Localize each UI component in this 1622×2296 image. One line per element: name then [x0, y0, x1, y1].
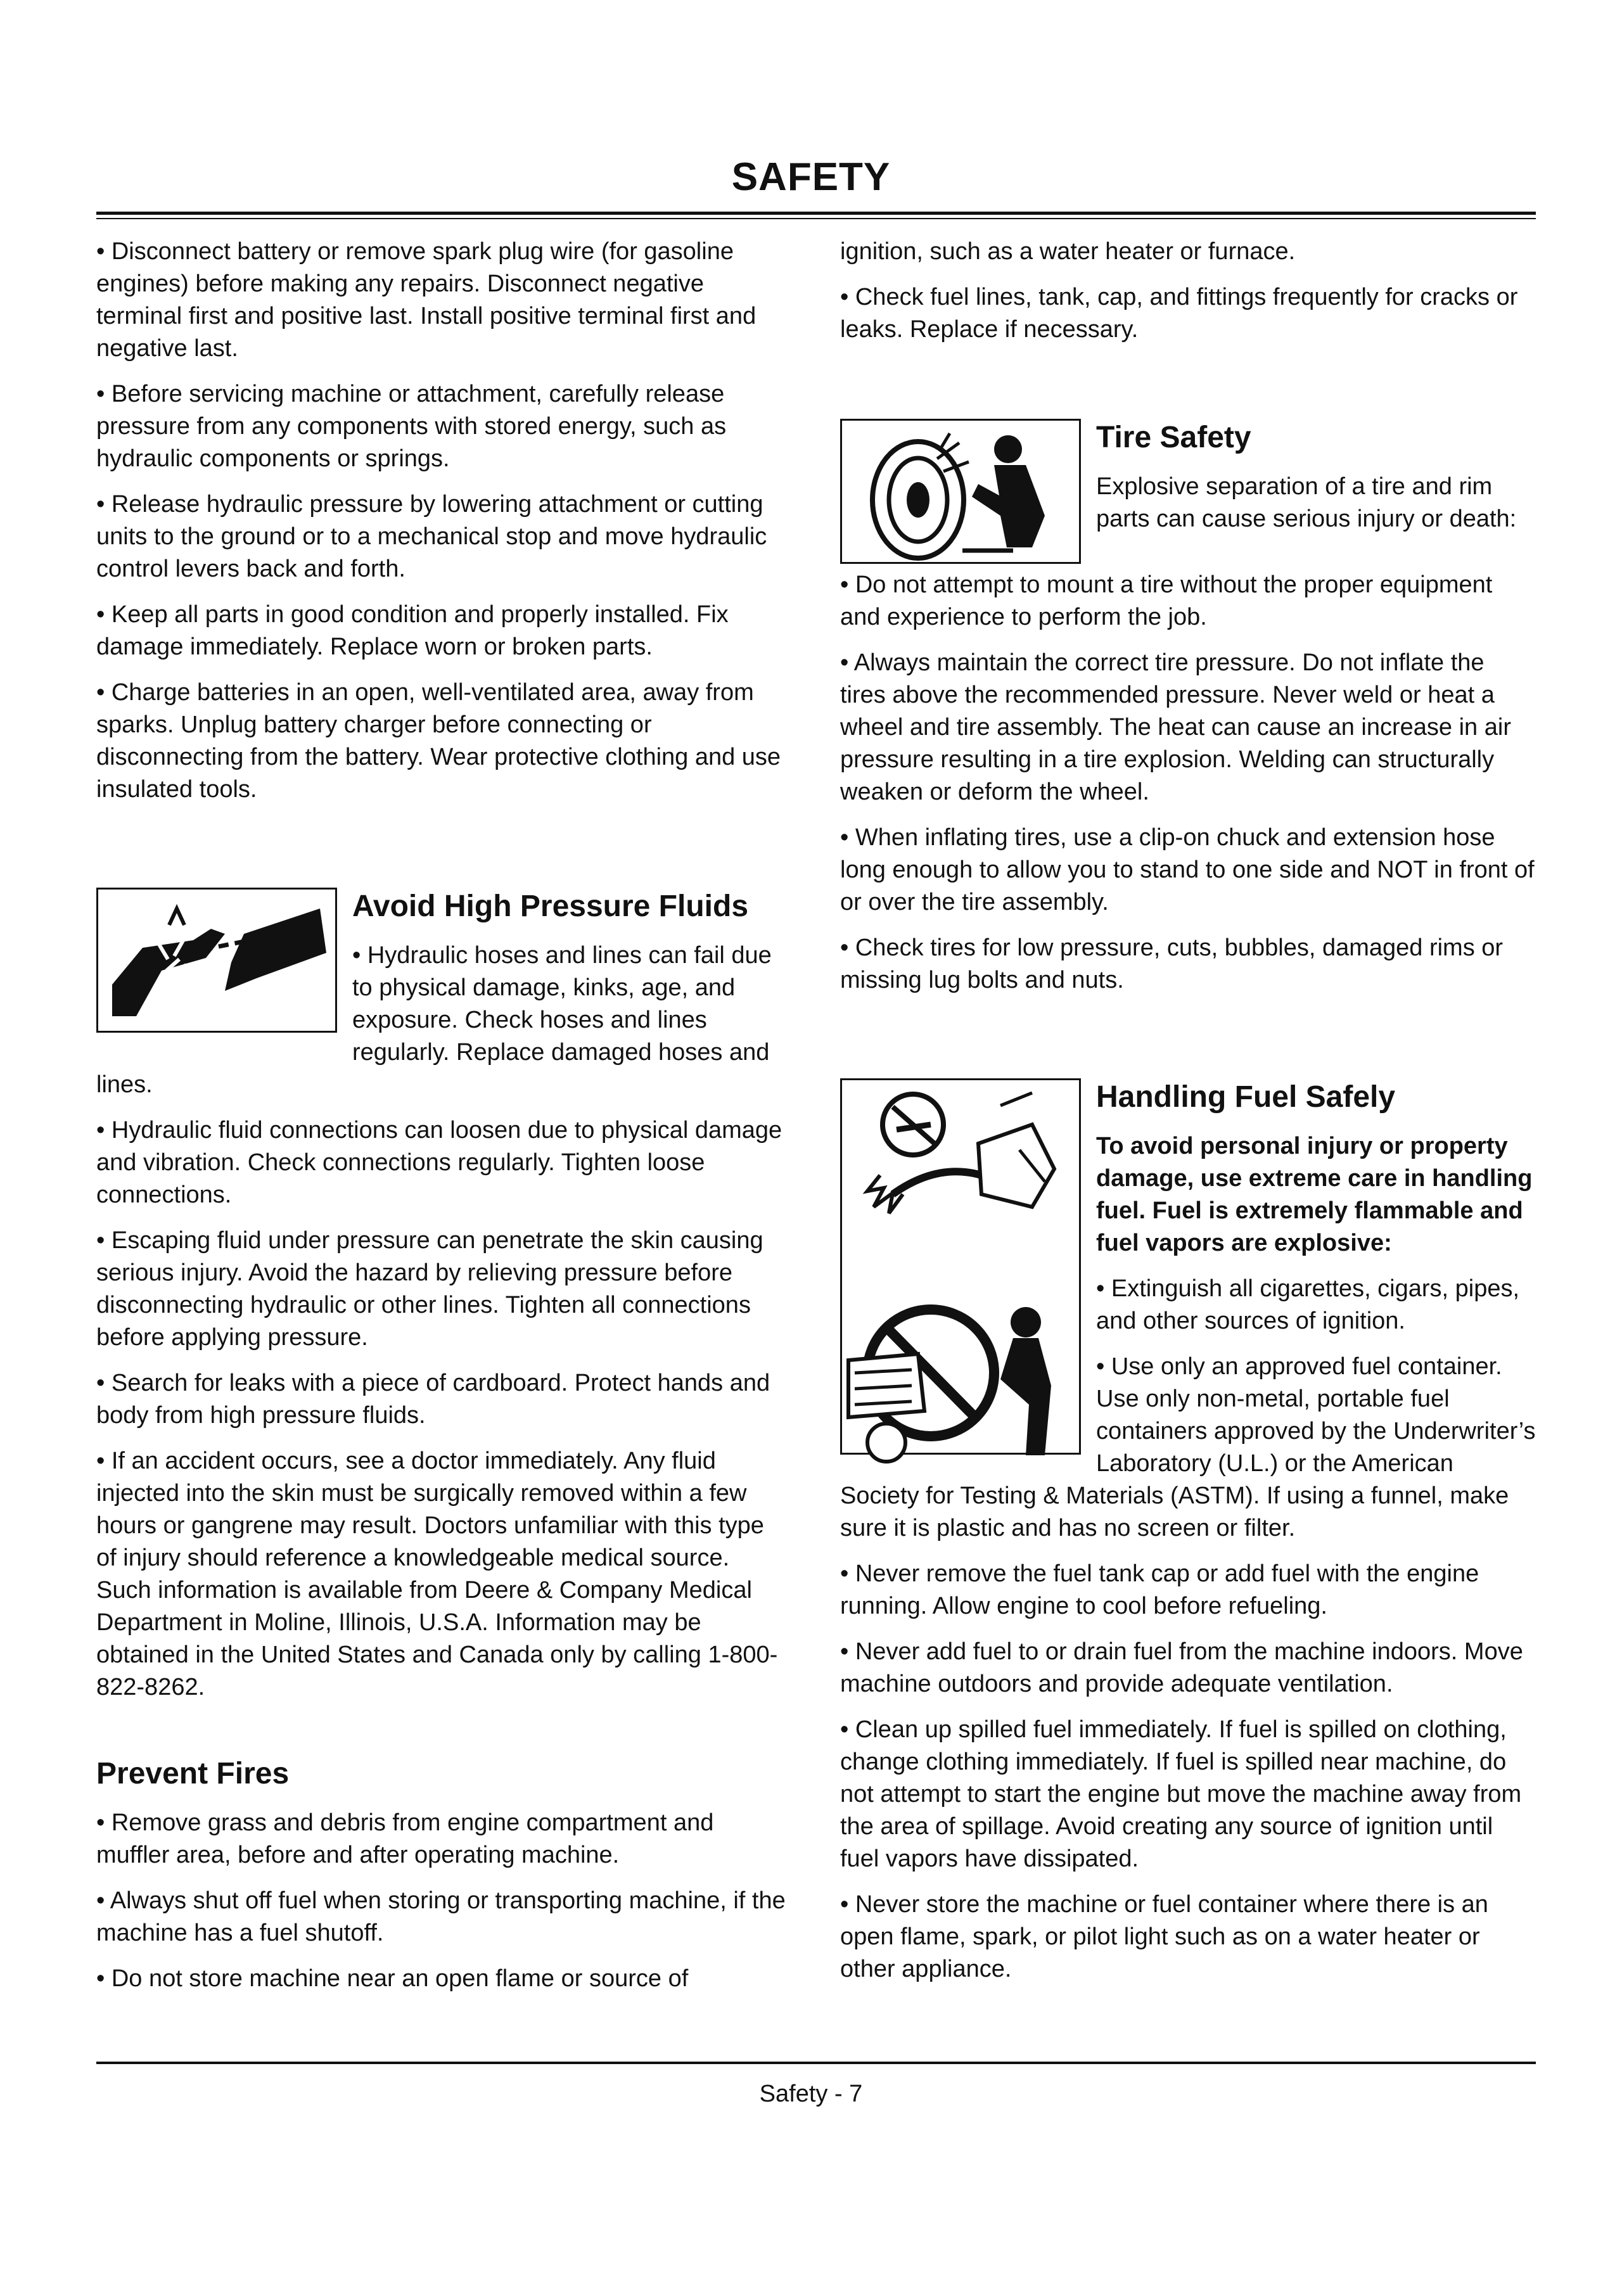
paragraph: • Do not store machine near an open flame or source of: [96, 1965, 689, 1992]
paragraph: • Escaping fluid under pressure can penetrate the skin causing serious injury. Avoid the hazard by relieving pressure before disconnecting hydraulic or other lines. Tighten all connections before applying pressure.: [96, 1227, 763, 1351]
paragraph: • Extinguish all cigarettes, cigars, pipes, and other sources of ignition.: [1096, 1275, 1520, 1334]
paragraph: • Check tires for low pressure, cuts, bubbles, damaged rims or missing lug bolts and nuts.: [840, 934, 1504, 993]
paragraph: • Hydraulic hoses and lines can fail due to physical damage, kinks, age, and exposure. Check hoses and lines regularly. Replace damaged hoses and lines.: [96, 942, 772, 1098]
page-number: Safety - 7: [759, 2081, 863, 2107]
paragraph: • Check fuel lines, tank, cap, and fittings frequently for cracks or leaks. Replace if necessary.: [840, 284, 1518, 343]
tire-explosion-icon: [842, 421, 1079, 562]
paragraph: • Charge batteries in an open, well-ventilated area, away from sparks. Unplug battery charger before connecting or disconnecting from the battery. Wear protective clothing and use insulated tools.: [96, 679, 781, 803]
paragraph: • Keep all parts in good condition and properly installed. Fix damage immediately. Replace worn or broken parts.: [96, 601, 729, 660]
section-heading-tire-safety: Tire Safety: [1096, 421, 1251, 454]
page-title: SAFETY: [731, 155, 891, 199]
left-column: [96, 236, 787, 2008]
paragraph: • Clean up spilled fuel immediately. If fuel is spilled on clothing, change clothing immediately. If fuel is spilled near machine, do not attempt to start the engine but move the machine away from the area of spillage. Avoid creating any source of ignition until fuel vapors have dissipated.: [840, 1716, 1522, 1872]
paragraph: • Never add fuel to or drain fuel from the machine indoors. Move machine outdoors and provide adequate ventilation.: [840, 1638, 1523, 1697]
paragraph: • Release hydraulic pressure by lowering attachment or cutting units to the ground or to a mechanical stop and move hydraulic control levers back and forth.: [96, 491, 767, 582]
paragraph: • Hydraulic fluid connections can loosen due to physical damage and vibration. Check connections regularly. Tighten loose connections.: [96, 1117, 782, 1208]
paragraph: • Use only an approved fuel container. Use only non-metal, portable fuel containers approved by the Underwriter’s Laboratory (U.L.) or the American Society for Testing & Materials (ASTM). If using a funnel, make sure it is plastic and has no screen or filter.: [840, 1353, 1536, 1541]
paragraph: • Do not attempt to mount a tire without the proper equipment and experience to perform the job.: [840, 571, 1493, 630]
paragraph: • Never remove the fuel tank cap or add fuel with the engine running. Allow engine to cool before refueling.: [840, 1560, 1479, 1619]
tire-explosion-illustration: [840, 419, 1081, 564]
paragraph: • Always maintain the correct tire pressure. Do not inflate the tires above the recommended pressure. Never weld or heat a wheel and tire assembly. The heat can cause an increase in air pressure resulting in a tire explosion. Welding can structurally weaken or deform the wheel.: [840, 649, 1511, 805]
section-heading-high-pressure-fluids: Avoid High Pressure Fluids: [352, 890, 749, 923]
fuel-safety-illustration: [840, 1078, 1081, 1455]
section-heading-handling-fuel: Handling Fuel Safely: [1096, 1080, 1396, 1114]
right-column: [840, 236, 1536, 1999]
high-pressure-fluid-illustration: [96, 888, 337, 1033]
paragraph: • Always shut off fuel when storing or transporting machine, if the machine has a fuel shutoff.: [96, 1887, 786, 1946]
paragraph: • Before servicing machine or attachment, carefully release pressure from any components with stored energy, such as hydraulic components or springs.: [96, 381, 727, 472]
paragraph: • If an accident occurs, see a doctor immediately. Any fluid injected into the skin must be surgically removed within a few hours or gangrene may result. Doctors unfamiliar with this type of injury should reference a knowledgeable medical source. Such information is available from Deere & Company Medical Department in Moline, Illinois, U.S.A. Information may be obtained in the United States and Canada only by calling 1-800-822-8262.: [96, 1448, 778, 1700]
paragraph: • When inflating tires, use a clip-on chuck and extension hose long enough to allow you to stand to one side and NOT in front of or over the tire assembly.: [840, 824, 1535, 915]
section-heading-prevent-fires: Prevent Fires: [96, 1757, 290, 1790]
paragraph: Explosive separation of a tire and rim parts can cause serious injury or death:: [1096, 473, 1517, 532]
warning-text: To avoid personal injury or property damage, use extreme care in handling fuel. Fuel is extremely flammable and fuel vapors are explosive:: [1096, 1133, 1533, 1256]
header-rule-thin: [96, 218, 1536, 219]
paragraph: • Disconnect battery or remove spark plug wire (for gasoline engines) before making any repairs. Disconnect negative terminal first and positive last. Install positive terminal first and negative last.: [96, 238, 757, 362]
fluid-jet-hand-icon: [98, 890, 335, 1031]
paragraph: • Remove grass and debris from engine compartment and muffler area, before and after operating machine.: [96, 1809, 714, 1868]
header-rule-thick: [96, 212, 1536, 215]
paragraph: ignition, such as a water heater or furnace.: [840, 238, 1296, 265]
paragraph: • Search for leaks with a piece of cardboard. Protect hands and body from high pressure fluids.: [96, 1370, 770, 1429]
paragraph: • Never store the machine or fuel container where there is an open flame, spark, or pilot light such as on a water heater or other appliance.: [840, 1891, 1488, 1982]
footer-rule: [96, 2062, 1536, 2064]
